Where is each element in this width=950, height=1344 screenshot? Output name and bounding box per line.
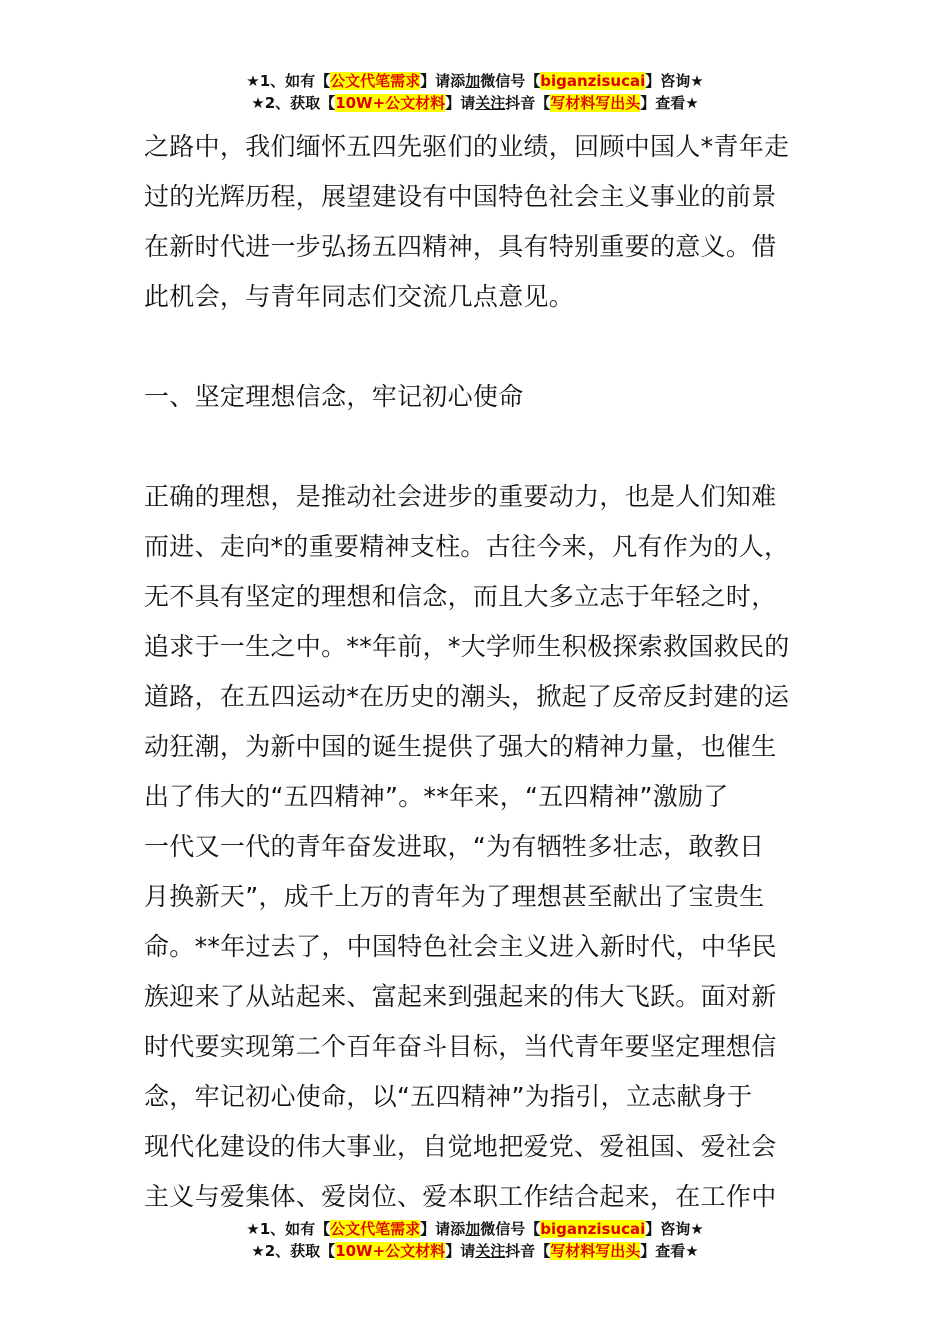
paragraph-line: 在新时代进一步弘扬五四精神，具有特别重要的意义。借 [144, 232, 777, 261]
paragraph-line: 动狂潮，为新中国的诞生提供了强大的精神力量，也催生 [144, 732, 777, 761]
section-heading: 一、坚定理想信念，牢记初心使命 [144, 382, 524, 411]
paragraph-line: 正确的理想，是推动社会进步的重要动力，也是人们知难 [144, 482, 777, 511]
footer-banner [0, 1218, 950, 1262]
document-body [144, 122, 816, 1222]
paragraph-line: 一代又一代的青年奋发进取，“为有牺牲多壮志，敢教日 [144, 832, 765, 861]
header-line-1: ★1、如有【公文代笔需求】请添加微信号【biganzisucai】咨询★ [246, 72, 704, 90]
paragraph-line: 此机会，与青年同志们交流几点意见。 [144, 282, 575, 311]
highlight-materials: 10W+公文材料 [335, 1242, 446, 1260]
highlight-service: 公文代笔需求 [330, 72, 421, 90]
highlight-materials: 10W+公文材料 [335, 94, 446, 112]
paragraph-line: 无不具有坚定的理想和信念，而且大多立志于年轻之时， [144, 582, 777, 611]
paragraph-line: 道路，在五四运动*在历史的潮头，掀起了反帝反封建的运 [144, 682, 790, 711]
paragraph-line: 现代化建设的伟大事业，自觉地把爱党、爱祖国、爱社会 [144, 1132, 777, 1161]
highlight-service: 公文代笔需求 [330, 1220, 421, 1238]
paragraph-line: 主义与爱集体、爱岗位、爱本职工作结合起来，在工作中 [144, 1182, 777, 1211]
paragraph-line: 月换新天”，成千上万的青年为了理想甚至献出了宝贵生 [144, 882, 765, 911]
paragraph-line: 而进、走向*的重要精神支柱。古往今来，凡有作为的人， [144, 532, 790, 561]
header-line-2: ★2、获取【10W+公文材料】请关注抖音【写材料写出头】查看★ [251, 94, 699, 112]
highlight-douyin-account: 写材料写出头 [550, 1242, 641, 1260]
paragraph-line: 族迎来了从站起来、富起来到强起来的伟大飞跃。面对新 [144, 982, 777, 1011]
paragraph-line: 时代要实现第二个百年奋斗目标，当代青年要坚定理想信 [144, 1032, 777, 1061]
paragraph-line: 追求于一生之中。**年前，*大学师生积极探索救国救民的 [144, 632, 790, 661]
highlight-douyin-account: 写材料写出头 [550, 94, 641, 112]
paragraph-line: 出了伟大的“五四精神”。**年来，“五四精神”激励了 [144, 782, 729, 811]
paragraph-line: 之路中，我们缅怀五四先驱们的业绩，回顾中国人*青年走 [144, 132, 790, 161]
header-banner [0, 70, 950, 114]
paragraph-line: 命。**年过去了，中国特色社会主义进入新时代，中华民 [144, 932, 777, 961]
highlight-wechat-id: biganzisucai [540, 72, 646, 90]
footer-line-2: ★2、获取【10W+公文材料】请关注抖音【写材料写出头】查看★ [251, 1242, 699, 1260]
paragraph-line: 过的光辉历程，展望建设有中国特色社会主义事业的前景 [144, 182, 777, 211]
footer-line-1: ★1、如有【公文代笔需求】请添加微信号【biganzisucai】咨询★ [246, 1220, 704, 1238]
paragraph-line: 念，牢记初心使命，以“五四精神”为指引，立志献身于 [144, 1082, 753, 1111]
highlight-wechat-id: biganzisucai [540, 1220, 646, 1238]
